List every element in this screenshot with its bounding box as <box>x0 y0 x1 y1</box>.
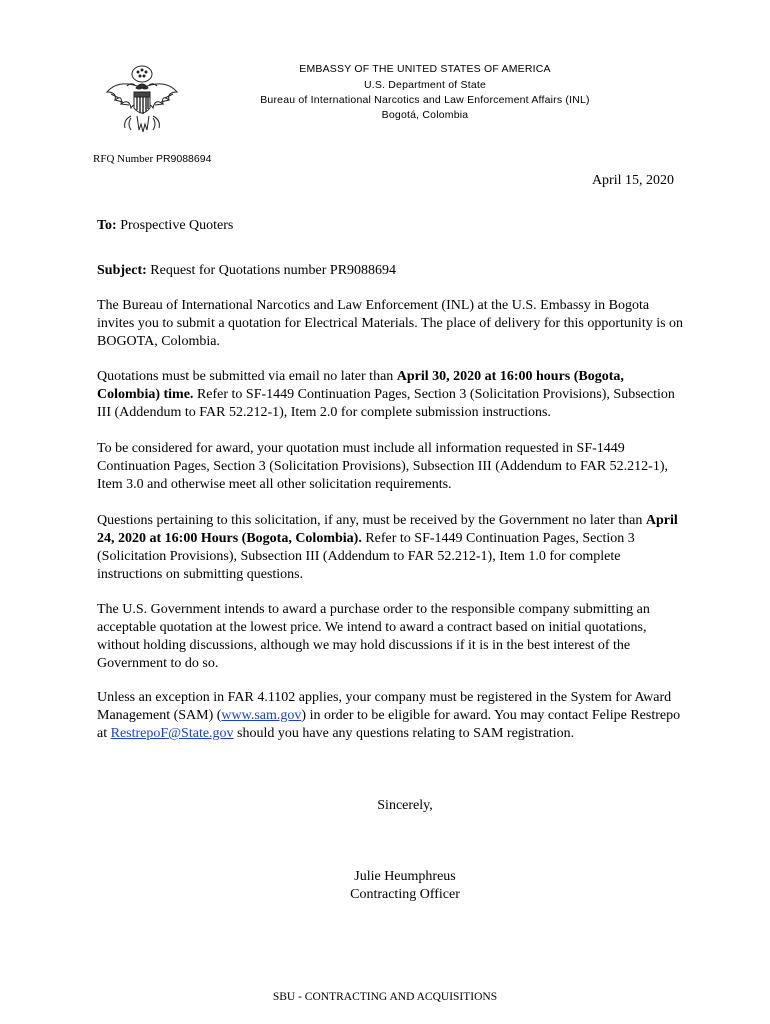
subject-label: Subject: <box>97 263 147 278</box>
signer-title: Contracting Officer <box>350 887 460 902</box>
to-value: Prospective Quoters <box>116 218 234 233</box>
rfq-label: RFQ Number <box>93 153 156 165</box>
signer-name: Julie Heumphreus <box>354 869 456 884</box>
para6-text-mid: ) in order to be eligible for award. You may contact Felipe Restrepo at <box>97 708 681 741</box>
subject-value: Request for Quotations number PR9088694 <box>146 263 397 278</box>
closing-sincerely: Sincerely, <box>377 798 433 813</box>
letterhead-department: U.S. Department of State <box>363 79 487 91</box>
contact-email-link[interactable]: RestrepoF@State.gov <box>110 726 234 741</box>
letter-date: April 15, 2020 <box>591 173 674 188</box>
paragraph-intro: The Bureau of International Narcotics and Law Enforcement (INL) at the U.S. Embassy in Bogota invites you to submit a quotation for Electrical Materials. The place of delivery for this opportunity is on BOGOTA, Colombia. <box>97 298 684 349</box>
to-line <box>97 217 687 235</box>
paragraph-award-intent: The U.S. Government intends to award a purchase order to the responsible company submitting an acceptable quotation at the lowest price. We intend to award a contract based on initial quotations, without holding discussions, although we may hold discussions if it is in the best interest of the Government to do so. <box>97 602 650 671</box>
para6-text-pre: Unless an exception in FAR 4.1102 applies, your company must be registered in the System for Award Management (SAM) ( <box>97 690 672 723</box>
para2-text-post: Refer to SF-1449 Continuation Pages, Section 3 (Solicitation Provisions), Subsection III (Addendum to FAR 52.212-1), Item 2.0 for complete submission instructions. <box>97 387 675 420</box>
questions-deadline: April 24, 2020 at 16:00 Hours (Bogota, Colombia). <box>97 513 678 546</box>
letterhead-embassy: EMBASSY OF THE UNITED STATES OF AMERICA <box>299 63 551 75</box>
submission-deadline: April 30, 2020 at 16:00 hours (Bogota, Colombia) time. <box>97 369 624 402</box>
para4-text-pre: Questions pertaining to this solicitation, if any, must be received by the Government no later than <box>97 513 646 528</box>
to-label: To: <box>97 218 117 233</box>
rfq-value: PR9088694 <box>155 153 212 165</box>
rfq-number <box>93 153 211 165</box>
para4-text-post: Refer to SF-1449 Continuation Pages, Section 3 (Solicitation Provisions), Subsection III (Addendum to FAR 52.212-1), Item 1.0 for complete instructions on submitting questions. <box>97 531 635 582</box>
embassy-seal-logo <box>101 58 183 140</box>
subject-line <box>97 262 687 280</box>
paragraph-award-requirements: To be considered for award, your quotation must include all information requested in SF-1449 Continuation Pages, Section 3 (Solicitation Provisions), Subsection III (Addendum to FAR 52.212-1), Item 3.0 and otherwise meet all other solicitation requirements. <box>97 441 668 492</box>
letterhead-location: Bogotá, Colombia <box>381 109 469 121</box>
paragraph-sam-registration <box>97 689 687 743</box>
paragraph-submission-deadline <box>97 368 687 422</box>
letterhead-bureau: Bureau of International Narcotics and Law Enforcement Affairs (INL) <box>260 94 590 106</box>
sam-website-link[interactable]: www.sam.gov <box>221 708 302 723</box>
para6-text-post: should you have any questions relating to SAM registration. <box>233 726 575 741</box>
paragraph-questions-deadline <box>97 512 687 584</box>
para2-text-pre: Quotations must be submitted via email no later than <box>97 369 397 384</box>
footer-classification: SBU - CONTRACTING AND ACQUISITIONS <box>272 991 498 1003</box>
